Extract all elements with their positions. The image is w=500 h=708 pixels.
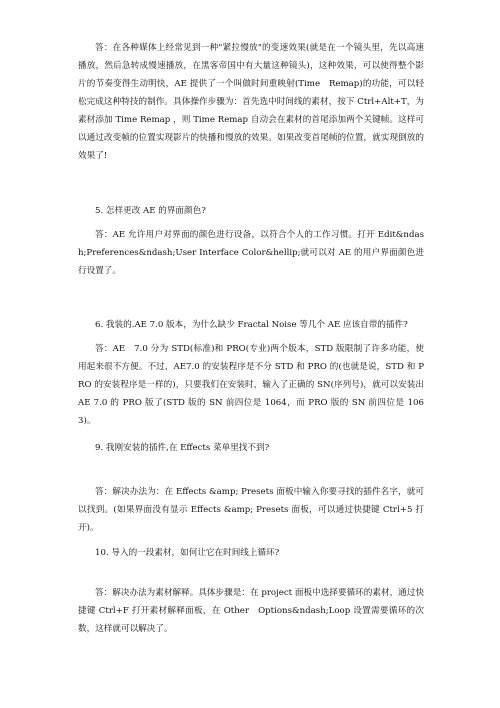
question-6: 6. 我装的.AE 7.0 版本，为什么缺少 Fractal Noise 等几个 AE 应该自带的插件? (95, 320, 408, 330)
answer-10: 答：解决办法为素材解释。具体步骤是：在 project 面板中选择要循环的素材，通过快捷键 Ctrl+F 打开素材解释面板，在 Other Options&ndash;Loop 设置需要循环的次数，这样就可以解决了。 (78, 588, 424, 634)
question-9: 9. 我刚安装的插件,在 Effects 菜单里找不到? (95, 443, 270, 453)
answer-9: 答：解决办法为：在 Effects &amp; Presets 面板中输入你要寻找的插件名字，就可以找到。(如果界面没有显示 Effects &amp; Presets 面板，可以通过快捷键 Ctrl+5 打开)。 (78, 487, 424, 533)
question-10: 10. 导入的一段素材，如何让它在时间线上循环? (95, 548, 280, 558)
question-5: 5. 怎样更改 AE 的界面颜色? (95, 206, 206, 216)
answer-time-remap: 答：在各种媒体上经常见到一种"紧拉慢放"的变速效果(就是在一个镜头里，先以高速播放，然后急转成慢速播放，在黑客帝国中有大量这种镜头)，这种效果，可以使得整个影片的节奏变得生动明快，AE 提供了一个叫做时间重映射(Time Remap)的功能，可以轻松完成这种特技的制作。具体操作步骤为：首先选中时间线的素材，按下 Ctrl+Alt+T，为素材添加 Time Remap ，则 Time Remap 自动会在素材的首尾添加两个关键帧。这样可以通过改变帧的位置实现影片的快播和慢放的效果。如果改变首尾帧的位置，就实现倒放的效果了! (78, 43, 424, 161)
answer-6: 答：AE 7.0 分为 STD(标准)和 PRO(专业)两个版本，STD 版限制了许多功能，使用起来很不方便。不过，AE7.0 的安装程序是不分 STD 和 PRO 的(也就是说，STD 和 PRO 的安装程序是一样的)，只要我们在安装时，输入了正确的 SN(序列号)，就可以安装出 AE 7.0 的 PRO 版了(STD 版的 SN 前四位是 1064，而 PRO 版的 SN 前四位是 1063)。 (78, 344, 424, 426)
answer-5: 答：AE 允许用户对界面的颜色进行设备，以符合个人的工作习惯。打开 Edit&ndash;Preferences&ndash;User Interface Color&hellip;就可以对 AE 的用户界面颜色进行设置了。 (78, 230, 424, 276)
